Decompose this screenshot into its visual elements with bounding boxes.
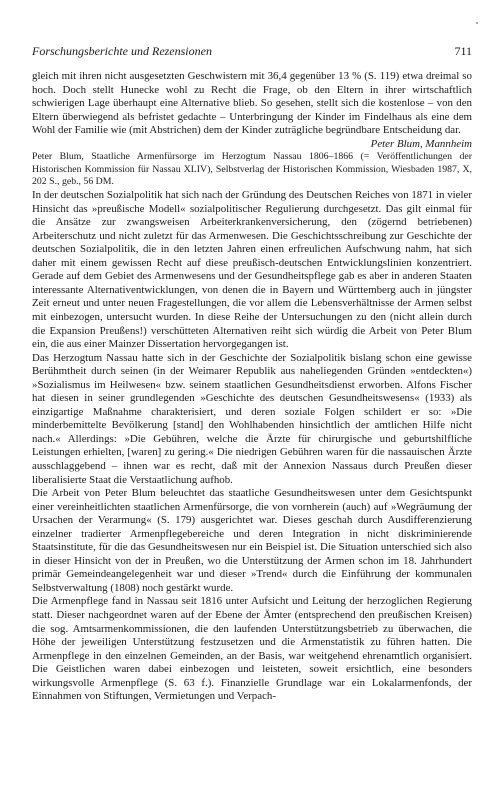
- paragraph-4: Die Armenpflege fand in Nassau seit 1816 unter Aufsicht und Leitung der herzoglichen Regierung statt. Dieser nachgeordnet waren auf der Ebene der Ämter (entsprechend den preußischen Kreisen) die sog. Amtsarmenkommissionen, die den laufenden Unterstützungsbetrieb zu überwachen, die Höhe der jeweiligen Unterstützung festzusetzen und die Armenstatistik zu führen hatten. Die Armenpflege in den einzelnen Gemeinden, an der Basis, war weitgehend ehrenamtlich organisiert. Die Geistlichen waren dabei einbezogen und leisteten, soweit ersichtlich, eine besonders wirkungsvolle Armenpflege (S. 63 f.). Finanzielle Grundlage war ein Lokalarmenfonds, der Einnahmen von Stiftungen, Vermietungen und Verpach-: [32, 595, 472, 703]
- previous-review-ending: [32, 70, 472, 151]
- page-number: 711: [454, 44, 472, 58]
- paragraph-2: Das Herzogtum Nassau hatte sich in der Geschichte der Sozialpolitik bislang schon eine gewisse Berühmtheit durch seinen (in der Weimarer Republik aus naheliegenden Gründen »entdeckten«) »Sozialismus im Heilwesen« bzw. seinem staatlichen Gesundheitsdienst erworben. Alfons Fischer hat diesen in seiner grundlegenden »Geschichte des deutschen Gesundheitswesens« (1933) als einzigartige Maßnahme charakterisiert, und deren soziale Folgen schildert er so: »Die minderbemittelte Bevölkerung [stand] den Wohlhabenden hinsichtlich der amtlichen Hilfe nicht nach.« Allerdings: »Die Gebühren, welche die Ärzte für chirurgische und geburtshilfliche Leistungen erhielten, [waren] zu gering.« Die niedrigen Gebühren waren für die nassauischen Ärzte ausschlaggebend – ihnen war es recht, daß mit der Annexion Nassaus durch Preußen dieser liberalisierte Staat die Verstaatlichung aufhob.: [32, 351, 472, 486]
- book-citation: Peter Blum, Staatliche Armenfürsorge im Herzogtum Nassau 1806–1866 (= Veröffentlichungen der Historischen Kommission für Nassau XLIV), Selbstverlag der Historischen Kommission, Wiesbaden 1987, X, 202 S., geb., 56 DM.: [32, 151, 472, 188]
- running-header: [32, 44, 472, 59]
- paragraph-3: Die Arbeit von Peter Blum beleuchtet das staatliche Gesundheitswesen unter dem Gesichtspunkt einer vereinheitlichten staatlichen Armenfürsorge, die von vornherein (auch) auf »Wegräumung der Ursachen der Verarmung« (S. 179) ausgerichtet war. Dieses geschah durch Ausdifferenzierung einzelner tradierter Armenpflegebereiche und deren Integration in nicht diskriminierende Staatsinstitute, für die das Gesundheitswesen nur ein Beispiel ist. Die Situation unterschied sich also in dieser Hinsicht von der in Preußen, wo die Unterstützung der Armen schon im 18. Jahrhundert primär Gemeindeangelegenheit war und dieser »Trend« durch die Einführung der kommunalen Selbstverwaltung (1808) noch gestärkt wurde.: [32, 487, 472, 594]
- scan-speck: [476, 22, 478, 24]
- previous-review-text: gleich mit ihren nicht ausgesetzten Geschwistern mit 36,4 gegenüber 13 % (S. 119) etwa dreimal so hoch. Doch stellt Hunecke wohl zu Recht die Frage, ob den Eltern in ihrer wirtschaftlich schwierigen Lage überhaupt eine Alternative blieb. So gesehen, stellt sich die kostenlose – von den Eltern überwiegend als befristet gedachte – Unterbringung der Kinder im Findelhaus als eine dem Wohl der Familie wie (mit Abstrichen) dem der Kinder zuträgliche begründbare Entscheidung dar.: [32, 70, 472, 137]
- reviewer-signature: Peter Blum, Mannheim: [370, 137, 472, 150]
- page-body: [32, 70, 472, 704]
- paragraph-1: In der deutschen Sozialpolitik hat sich nach der Gründung des Deutschen Reiches von 1871 in vieler Hinsicht das »preußische Modell« sozialpolitischer Regulierung durchgesetzt. Das gilt einmal für die Ansätze zur zwangsweisen Arbeiterkrankenversicherung, den (zögernd betriebenen) Arbeiterschutz und nicht zuletzt für das Armenwesen. Die Geschichtsschreibung zur Geschichte der deutschen Sozialpolitik, die in den letzten Jahren einen erfreulichen Aufschwung nahm, hat sich daher mit einem gewissen Recht auf diese preußisch-deutschen Entwicklungslinien konzentriert. Gerade auf dem Gebiet des Armenwesens und der Gesundheitspflege gab es aber in anderen Staaten interessante Alternativentwicklungen, von denen die in Bayern und Württemberg auch in jüngster Zeit erneut und unter neuen Fragestellungen, die vor allem die Lebensverhältnisse der Armen selbst mit einbezogen, untersucht wurden. In diese Reihe der Untersuchungen zu den (nicht allein durch die Expansion Preußens!) verschütteten Alternativen reiht sich würdig die Arbeit von Peter Blum ein, die aus einer Mainzer Dissertation hervorgegangen ist.: [32, 189, 472, 351]
- section-title: Forschungsberichte und Rezensionen: [32, 44, 212, 58]
